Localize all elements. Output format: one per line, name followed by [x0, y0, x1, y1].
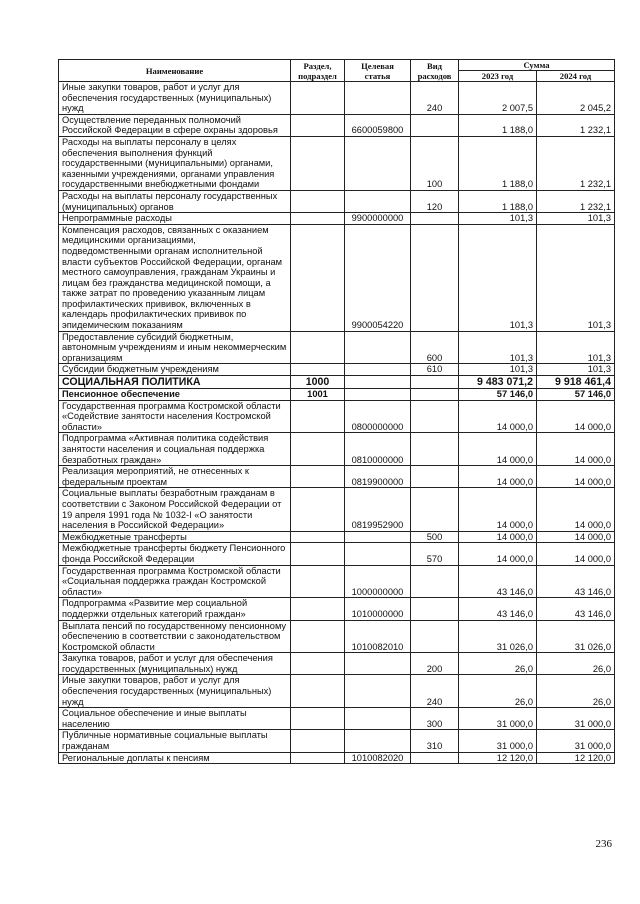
row-target: [345, 136, 411, 190]
table-row: [59, 531, 615, 543]
row-sum-2024: 26,0: [537, 653, 615, 675]
row-sum-2023: 1 188,0: [459, 136, 537, 190]
row-sum-2024: 26,0: [537, 675, 615, 708]
row-expense-type: [411, 620, 459, 653]
row-expense-type: [411, 114, 459, 136]
row-target: 0819952900: [345, 488, 411, 531]
row-sum-2024: 1 232,1: [537, 136, 615, 190]
row-sum-2023: 26,0: [459, 653, 537, 675]
table-body: [59, 82, 615, 764]
row-sum-2024: 31 000,0: [537, 730, 615, 752]
row-section: 1001: [291, 389, 345, 401]
row-target: [345, 531, 411, 543]
row-target: 6600059800: [345, 114, 411, 136]
row-section: [291, 598, 345, 620]
row-name: Государственная программа Костромской области «Социальная поддержка граждан Костромской области»: [59, 565, 291, 598]
header-name: Наименование: [59, 60, 291, 82]
header-sum: Сумма: [459, 60, 615, 71]
row-sum-2023: 26,0: [459, 675, 537, 708]
row-section: [291, 433, 345, 466]
row-sum-2023: 101,3: [459, 364, 537, 376]
row-target: [345, 730, 411, 752]
row-name: Социальное обеспечение и иные выплаты населению: [59, 708, 291, 730]
row-target: [345, 653, 411, 675]
row-sum-2023: 1 188,0: [459, 190, 537, 212]
table-row: [59, 708, 615, 730]
row-section: [291, 488, 345, 531]
row-target: [345, 543, 411, 565]
row-expense-type: [411, 224, 459, 331]
row-sum-2024: 101,3: [537, 331, 615, 364]
row-sum-2024: 12 120,0: [537, 752, 615, 764]
row-section: 1000: [291, 376, 345, 389]
row-expense-type: 240: [411, 82, 459, 115]
row-section: [291, 752, 345, 764]
row-name: Подпрограмма «Развитие мер социальной поддержки отдельных категорий граждан»: [59, 598, 291, 620]
table-row: [59, 565, 615, 598]
row-name: Подпрограмма «Активная политика содействия занятости населения и социальная поддержка безработных граждан»: [59, 433, 291, 466]
row-section: [291, 730, 345, 752]
row-target: [345, 331, 411, 364]
row-expense-type: [411, 389, 459, 401]
row-sum-2024: 14 000,0: [537, 543, 615, 565]
row-target: [345, 389, 411, 401]
row-sum-2024: 14 000,0: [537, 488, 615, 531]
row-target: 9900054220: [345, 224, 411, 331]
row-section: [291, 565, 345, 598]
row-sum-2023: 2 007,5: [459, 82, 537, 115]
table-row: [59, 400, 615, 433]
table-row: [59, 389, 615, 401]
row-target: [345, 675, 411, 708]
row-sum-2023: 14 000,0: [459, 543, 537, 565]
row-name: Региональные доплаты к пенсиям: [59, 752, 291, 764]
row-expense-type: [411, 488, 459, 531]
table-row: [59, 82, 615, 115]
row-sum-2023: 101,3: [459, 331, 537, 364]
row-name: Закупка товаров, работ и услуг для обеспечения государственных (муниципальных) нужд: [59, 653, 291, 675]
table-row: [59, 433, 615, 466]
row-target: 1010082010: [345, 620, 411, 653]
row-section: [291, 466, 345, 488]
row-sum-2024: 31 026,0: [537, 620, 615, 653]
row-sum-2023: 31 026,0: [459, 620, 537, 653]
row-name: Межбюджетные трансферты: [59, 531, 291, 543]
row-sum-2024: 14 000,0: [537, 466, 615, 488]
row-name: Расходы на выплаты персоналу государственных (муниципальных) органов: [59, 190, 291, 212]
row-sum-2024: 31 000,0: [537, 708, 615, 730]
page-number: 236: [595, 838, 612, 850]
table-row: [59, 466, 615, 488]
row-expense-type: 120: [411, 190, 459, 212]
row-sum-2024: 101,3: [537, 364, 615, 376]
row-sum-2024: 101,3: [537, 213, 615, 225]
row-sum-2023: 12 120,0: [459, 752, 537, 764]
row-expense-type: 500: [411, 531, 459, 543]
row-sum-2023: 14 000,0: [459, 466, 537, 488]
row-section: [291, 543, 345, 565]
row-section: [291, 136, 345, 190]
row-sum-2024: 9 918 461,4: [537, 376, 615, 389]
header-expense-type: Вид расходов: [411, 60, 459, 82]
table-row: [59, 114, 615, 136]
row-expense-type: 310: [411, 730, 459, 752]
header-section: Раздел, подраздел: [291, 60, 345, 82]
row-name: Предоставление субсидий бюджетным, автономным учреждениям и иным некоммерческим организациям: [59, 331, 291, 364]
table-row: [59, 213, 615, 225]
row-name: Непрограммные расходы: [59, 213, 291, 225]
table-row: [59, 730, 615, 752]
row-name: Выплата пенсий по государственному пенсионному обеспечению в соответствии с законодательством Костромской области: [59, 620, 291, 653]
row-name: Иные закупки товаров, работ и услуг для обеспечения государственных (муниципальных) нужд: [59, 82, 291, 115]
header-year-2023: 2023 год: [459, 71, 537, 82]
row-sum-2024: 43 146,0: [537, 565, 615, 598]
row-sum-2024: 1 232,1: [537, 190, 615, 212]
row-sum-2024: 101,3: [537, 224, 615, 331]
row-target: 0800000000: [345, 400, 411, 433]
row-section: [291, 653, 345, 675]
row-sum-2023: 31 000,0: [459, 708, 537, 730]
row-target: 1010082020: [345, 752, 411, 764]
table-row: [59, 752, 615, 764]
row-section: [291, 190, 345, 212]
row-name: Межбюджетные трансферты бюджету Пенсионного фонда Российской Федерации: [59, 543, 291, 565]
row-sum-2023: 43 146,0: [459, 598, 537, 620]
row-expense-type: 100: [411, 136, 459, 190]
row-expense-type: [411, 466, 459, 488]
table-row: [59, 675, 615, 708]
row-sum-2023: 101,3: [459, 224, 537, 331]
row-expense-type: 610: [411, 364, 459, 376]
row-section: [291, 675, 345, 708]
row-sum-2023: 31 000,0: [459, 730, 537, 752]
row-target: [345, 708, 411, 730]
row-name: СОЦИАЛЬНАЯ ПОЛИТИКА: [59, 376, 291, 389]
row-target: 1000000000: [345, 565, 411, 598]
row-sum-2024: 14 000,0: [537, 531, 615, 543]
row-expense-type: [411, 433, 459, 466]
row-sum-2023: 9 483 071,2: [459, 376, 537, 389]
row-section: [291, 400, 345, 433]
header-target: Целевая статья: [345, 60, 411, 82]
row-expense-type: 200: [411, 653, 459, 675]
row-section: [291, 331, 345, 364]
row-section: [291, 82, 345, 115]
row-section: [291, 620, 345, 653]
row-section: [291, 708, 345, 730]
row-expense-type: [411, 598, 459, 620]
row-section: [291, 531, 345, 543]
row-name: Публичные нормативные социальные выплаты гражданам: [59, 730, 291, 752]
table-row: [59, 376, 615, 389]
table-row: [59, 653, 615, 675]
row-expense-type: [411, 376, 459, 389]
budget-table: [58, 59, 615, 764]
row-sum-2024: 1 232,1: [537, 114, 615, 136]
table-row: [59, 543, 615, 565]
row-sum-2024: 14 000,0: [537, 400, 615, 433]
row-sum-2023: 14 000,0: [459, 488, 537, 531]
table-row: [59, 620, 615, 653]
row-name: Социальные выплаты безработным гражданам в соответствии с Законом Российской Федерации от 19 апреля 1991 года № 1032-I «О занятости населения в Российской Федерации»: [59, 488, 291, 531]
row-target: [345, 376, 411, 389]
row-section: [291, 224, 345, 331]
row-name: Иные закупки товаров, работ и услуг для обеспечения государственных (муниципальных) нужд: [59, 675, 291, 708]
table-row: [59, 224, 615, 331]
row-name: Реализация мероприятий, не отнесенных к федеральным проектам: [59, 466, 291, 488]
row-expense-type: [411, 213, 459, 225]
row-target: 0819900000: [345, 466, 411, 488]
row-name: Расходы на выплаты персоналу в целях обеспечения выполнения функций государственными (муниципальными) органами, казенными учреждениями, органами управления государственными внебюджетными фондами: [59, 136, 291, 190]
row-section: [291, 114, 345, 136]
row-sum-2023: 14 000,0: [459, 531, 537, 543]
row-section: [291, 213, 345, 225]
row-target: [345, 190, 411, 212]
row-target: [345, 364, 411, 376]
row-sum-2023: 57 146,0: [459, 389, 537, 401]
row-target: [345, 82, 411, 115]
row-sum-2023: 1 188,0: [459, 114, 537, 136]
row-expense-type: [411, 565, 459, 598]
row-sum-2023: 14 000,0: [459, 433, 537, 466]
row-name: Субсидии бюджетным учреждениям: [59, 364, 291, 376]
row-sum-2024: 43 146,0: [537, 598, 615, 620]
row-sum-2024: 2 045,2: [537, 82, 615, 115]
row-sum-2023: 101,3: [459, 213, 537, 225]
row-sum-2024: 14 000,0: [537, 433, 615, 466]
table-row: [59, 488, 615, 531]
row-name: Государственная программа Костромской области «Содействие занятости населения Костромской области»: [59, 400, 291, 433]
table-row: [59, 598, 615, 620]
row-expense-type: 240: [411, 675, 459, 708]
row-expense-type: 600: [411, 331, 459, 364]
row-expense-type: [411, 400, 459, 433]
row-expense-type: 300: [411, 708, 459, 730]
table-row: [59, 364, 615, 376]
table-row: [59, 331, 615, 364]
row-expense-type: 570: [411, 543, 459, 565]
row-section: [291, 364, 345, 376]
header-year-2024: 2024 год: [537, 71, 615, 82]
row-name: Компенсация расходов, связанных с оказанием медицинскими организациями, подведомственными органам исполнительной власти субъектов Российской Федерации, органам местного самоуправления, гражданам Украины и лицам без гражданства медицинской помощи, а также затрат по проведению указанным лицам профилактических прививок, включенных в календарь профилактических прививок по эпидемическим показаниям: [59, 224, 291, 331]
row-sum-2024: 57 146,0: [537, 389, 615, 401]
table-row: [59, 190, 615, 212]
row-target: 1010000000: [345, 598, 411, 620]
row-expense-type: [411, 752, 459, 764]
row-target: 9900000000: [345, 213, 411, 225]
row-sum-2023: 43 146,0: [459, 565, 537, 598]
table-row: [59, 136, 615, 190]
row-sum-2023: 14 000,0: [459, 400, 537, 433]
row-name: Осуществление переданных полномочий Российской Федерации в сфере охраны здоровья: [59, 114, 291, 136]
row-target: 0810000000: [345, 433, 411, 466]
row-name: Пенсионное обеспечение: [59, 389, 291, 401]
